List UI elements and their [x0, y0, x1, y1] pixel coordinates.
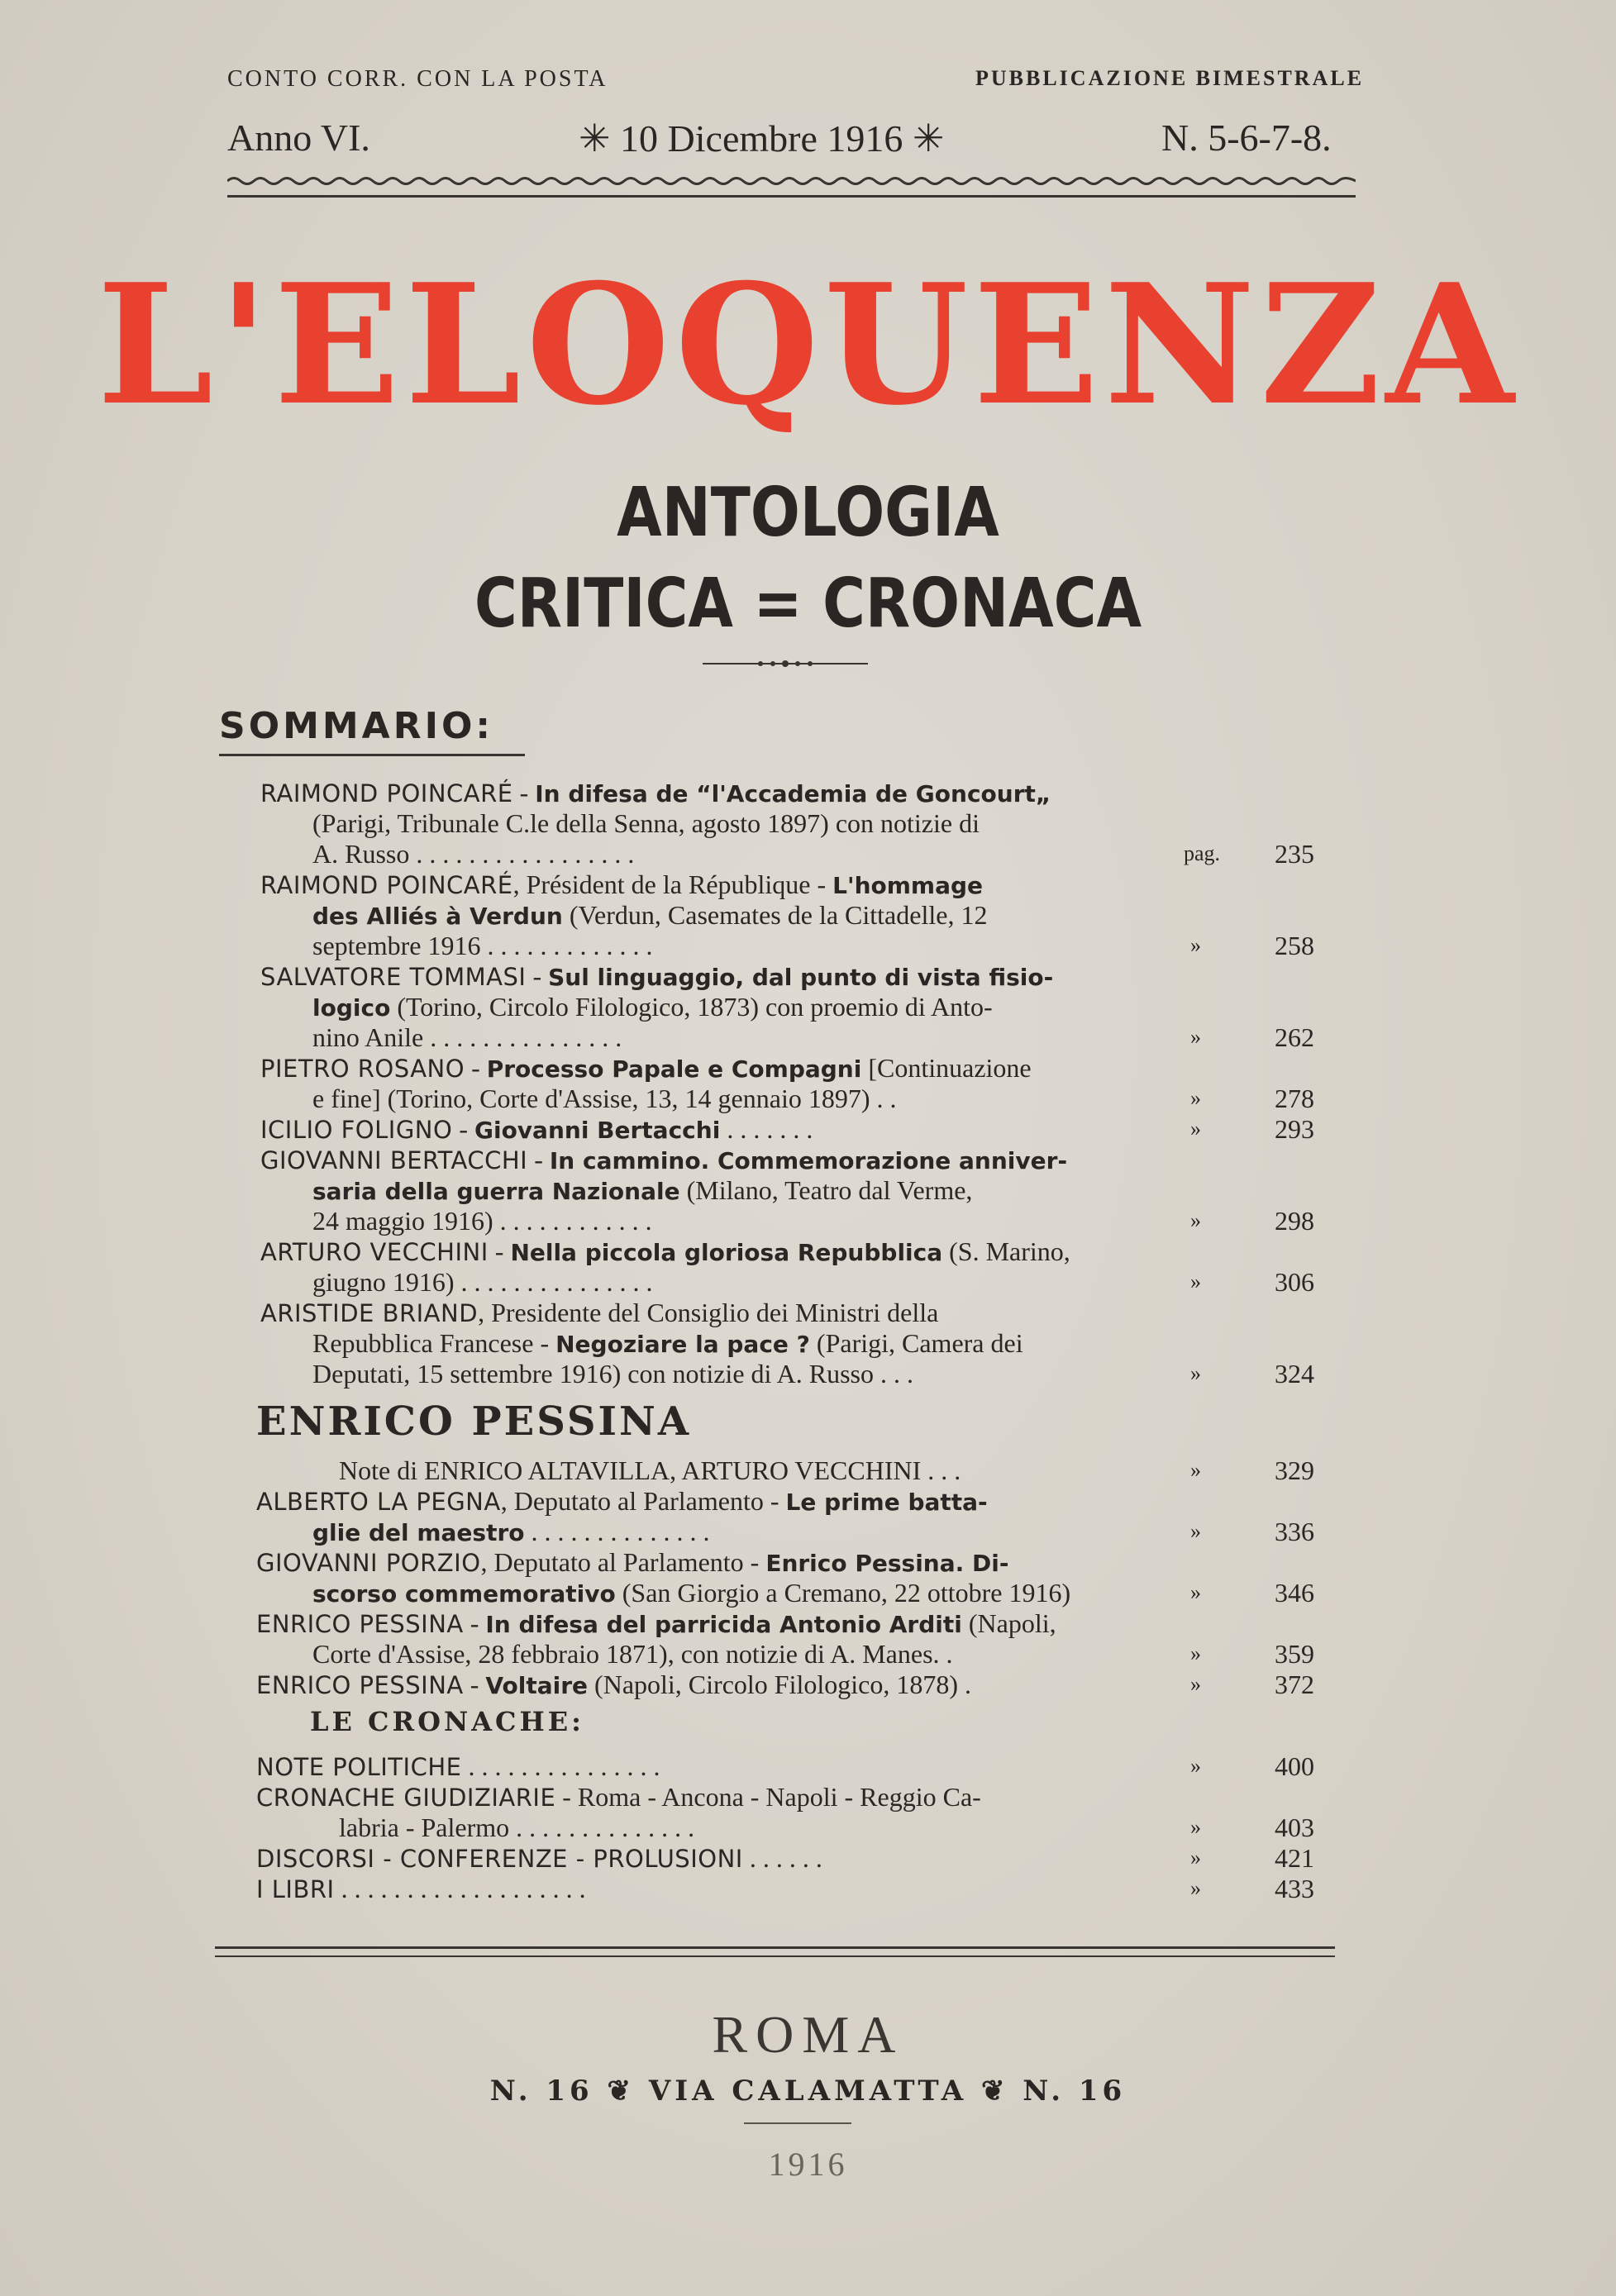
toc-text: - Roma - Ancona - Napoli - Reggio Ca-	[555, 1782, 981, 1812]
publisher-address: N. 16 ❦ VIA CALAMATTA ❦ N. 16	[489, 2074, 1127, 2108]
page-prefix: »	[1190, 1025, 1201, 1049]
toc-text: , Président de la République -	[512, 869, 833, 899]
toc-text: e fine] (Torino, Corte d'Assise, 13, 14 gennaio 1897) . .	[312, 1084, 897, 1113]
toc-line	[339, 1812, 694, 1843]
footer-rule-bottom	[215, 1955, 1335, 1957]
toc-line	[312, 1638, 953, 1670]
toc-line	[256, 1781, 981, 1813]
page-prefix: »	[1190, 1580, 1201, 1604]
toc-text: . . . . . . . . . . . . . . . . . . .	[334, 1874, 586, 1903]
subtitle-antologia: ANTOLOGIA	[617, 474, 999, 552]
subtitle-critica-cronaca: CRITICA = CRONACA	[474, 564, 1142, 643]
issue-number: N. 5-6-7-8.	[1161, 117, 1332, 159]
page-prefix: »	[1190, 1086, 1201, 1110]
toc-text: 24 maggio 1916) . . . . . . . . . . . .	[312, 1206, 652, 1236]
toc-line	[256, 1669, 971, 1702]
toc-line	[312, 1266, 653, 1298]
toc-work-title: Giovanni Bertacchi	[474, 1117, 721, 1144]
page-number: 403	[1275, 1813, 1314, 1842]
toc-text: Corte d'Assise, 28 febbraio 1871), con notizie di A. Manes. .	[312, 1639, 953, 1669]
page-prefix: »	[1190, 1458, 1201, 1482]
page-prefix: »	[1190, 1208, 1201, 1232]
toc-work-title: scorso commemorativo	[312, 1580, 616, 1608]
toc-line	[256, 1546, 1008, 1579]
toc-text: (Verdun, Casemates de la Cittadelle, 12	[562, 900, 988, 930]
toc-line	[260, 1113, 813, 1146]
page-prefix: »	[1190, 1754, 1201, 1778]
toc-line	[312, 1022, 622, 1053]
toc-author: NOTE POLITICHE	[256, 1753, 462, 1781]
toc-work-title: logico	[312, 994, 391, 1022]
page-number: 306	[1275, 1267, 1314, 1297]
page-number: 278	[1275, 1084, 1314, 1113]
toc-line	[312, 807, 980, 839]
page-number: 346	[1275, 1578, 1314, 1608]
page-prefix: »	[1190, 1117, 1201, 1141]
toc-line	[312, 899, 987, 932]
page-number: 359	[1275, 1639, 1314, 1669]
header-rule	[227, 195, 1356, 198]
ornamental-wavy-rule	[227, 175, 1356, 187]
page-prefix: »	[1190, 1876, 1201, 1900]
toc-text: , Deputato al Parlamento -	[500, 1486, 786, 1516]
page-number: 336	[1275, 1517, 1314, 1546]
toc-text: labria - Palermo . . . . . . . . . . . . . .	[339, 1813, 695, 1842]
toc-line	[312, 930, 653, 961]
year-label: Anno VI.	[227, 117, 370, 159]
page-number: 329	[1275, 1455, 1314, 1485]
toc-line	[260, 869, 983, 902]
toc-line	[260, 1052, 1032, 1085]
page-prefix: pag.	[1184, 841, 1221, 865]
toc-line	[256, 1485, 988, 1518]
toc-author: DISCORSI - CONFERENZE - PROLUSIONI	[256, 1845, 743, 1873]
toc-work-title: glie del maestro	[312, 1519, 525, 1546]
toc-text: -	[488, 1236, 511, 1266]
toc-work-title: L'hommage	[832, 872, 984, 899]
toc-text: -	[512, 778, 536, 807]
toc-work-title: Voltaire	[485, 1672, 589, 1699]
toc-text: Repubblica Francese -	[312, 1328, 556, 1358]
toc-line	[260, 1297, 938, 1329]
toc-work-title: Le prime batta-	[785, 1489, 988, 1516]
toc-text: (San Giorgio a Cremano, 22 ottobre 1916)	[615, 1578, 1071, 1608]
toc-line	[339, 1455, 961, 1486]
toc-line	[260, 1144, 1067, 1177]
toc-text: giugno 1916) . . . . . . . . . . . . . . .	[312, 1267, 653, 1297]
page-number: 298	[1275, 1206, 1314, 1236]
page-number: 400	[1275, 1751, 1314, 1781]
postal-note: CONTO CORR. CON LA POSTA	[227, 66, 608, 92]
toc-text: nino Anile . . . . . . . . . . . . . . .	[312, 1022, 622, 1052]
toc-text: (Napoli,	[961, 1608, 1056, 1638]
toc-work-title: Processo Papale e Compagni	[486, 1055, 862, 1083]
toc-author: SALVATORE TOMMASI	[260, 963, 527, 991]
toc-text: A. Russo . . . . . . . . . . . . . . . . .	[312, 839, 635, 869]
toc-text: -	[465, 1053, 487, 1083]
toc-line	[312, 838, 634, 869]
toc-author: CRONACHE GIUDIZIARIE	[256, 1784, 556, 1812]
section-heading-pessina: ENRICO PESSINA	[256, 1398, 692, 1445]
toc-author: GIOVANNI BERTACCHI	[260, 1146, 528, 1174]
page-number: 324	[1275, 1359, 1314, 1389]
publication-city: ROMA	[712, 2005, 904, 2064]
toc-line	[260, 960, 1053, 993]
page-number: 421	[1275, 1843, 1314, 1873]
toc-text: . . . . . .	[742, 1843, 822, 1873]
toc-text: . . . . . . .	[720, 1114, 813, 1144]
toc-text: Deputati, 15 settembre 1916) con notizie di A. Russo . . .	[312, 1359, 913, 1389]
toc-line	[312, 991, 993, 1024]
address-underline	[744, 2122, 851, 2124]
page-prefix: »	[1190, 1846, 1201, 1870]
issue-date: ✳ 10 Dicembre 1916 ✳	[579, 117, 945, 160]
toc-line	[260, 777, 1051, 810]
page-number: 372	[1275, 1670, 1314, 1699]
toc-author: I LIBRI	[256, 1875, 335, 1903]
toc-work-title: saria della guerra Nazionale	[312, 1178, 680, 1205]
toc-line	[256, 1873, 586, 1905]
page-prefix: »	[1190, 1641, 1201, 1665]
toc-text: , Deputato al Parlamento -	[480, 1547, 766, 1577]
page-prefix: »	[1190, 1815, 1201, 1839]
toc-text: -	[452, 1114, 474, 1144]
toc-text: (Milano, Teatro dal Verme,	[679, 1175, 973, 1205]
toc-work-title: Enrico Pessina. Di-	[765, 1550, 1009, 1577]
page-prefix: »	[1190, 1519, 1201, 1543]
page-number: 235	[1275, 839, 1314, 869]
toc-work-title: In cammino. Commemorazione anniver-	[549, 1147, 1068, 1174]
toc-work-title: Nella piccola gloriosa Repubblica	[510, 1239, 943, 1266]
toc-line	[312, 1174, 972, 1208]
toc-author: RAIMOND POINCARÉ	[260, 779, 513, 807]
toc-text: (Parigi, Camera dei	[809, 1328, 1023, 1358]
toc-work-title: Negoziare la pace ?	[555, 1331, 810, 1358]
publication-year: 1916	[768, 2146, 848, 2183]
toc-text: . . . . . . . . . . . . . .	[524, 1517, 710, 1546]
toc-line	[256, 1751, 660, 1783]
magazine-title: L'ELOQUENZA	[97, 248, 1519, 442]
toc-text: -	[463, 1608, 486, 1638]
page-prefix: »	[1190, 1672, 1201, 1696]
toc-author: ENRICO PESSINA	[256, 1671, 464, 1699]
toc-author: ARISTIDE BRIAND	[260, 1299, 479, 1327]
toc-line	[312, 1083, 897, 1114]
page-prefix: »	[1190, 1269, 1201, 1293]
toc-text: Note di ENRICO ALTAVILLA, ARTURO VECCHINI . . .	[339, 1455, 961, 1485]
sommario-heading: SOMMARIO:	[219, 705, 493, 747]
toc-text: -	[463, 1670, 486, 1699]
toc-author: ARTURO VECCHINI	[260, 1238, 489, 1266]
toc-text: -	[526, 961, 549, 991]
page-number: 262	[1275, 1022, 1314, 1052]
sommario-underline	[219, 754, 525, 756]
footer-rule-top	[215, 1946, 1335, 1949]
toc-line	[312, 1516, 710, 1549]
toc-author: ENRICO PESSINA	[256, 1610, 464, 1638]
section-heading-cronache: LE CRONACHE:	[310, 1706, 584, 1737]
title-ornament	[703, 657, 868, 670]
toc-author: ALBERTO LA PEGNA	[256, 1488, 501, 1516]
toc-work-title: des Alliés à Verdun	[312, 903, 563, 930]
toc-line	[256, 1608, 1056, 1641]
toc-text: , Presidente del Consiglio dei Ministri della	[478, 1298, 939, 1327]
periodicity-note: PUBBLICAZIONE BIMESTRALE	[975, 66, 1365, 90]
toc-line	[312, 1577, 1070, 1610]
toc-author: ICILIO FOLIGNO	[260, 1116, 453, 1144]
toc-text: (Parigi, Tribunale C.le della Senna, agosto 1897) con notizie di	[312, 808, 980, 838]
toc-text: (Torino, Circolo Filologico, 1873) con proemio di Anto-	[390, 992, 993, 1022]
toc-author: GIOVANNI PORZIO	[256, 1549, 481, 1577]
toc-line	[260, 1236, 1070, 1269]
toc-work-title: Sul linguaggio, dal punto di vista fisio-	[548, 964, 1054, 991]
toc-text: . . . . . . . . . . . . . . .	[461, 1751, 660, 1781]
toc-line	[312, 1358, 913, 1389]
page-number: 258	[1275, 931, 1314, 960]
toc-author: RAIMOND POINCARÉ	[260, 871, 513, 899]
page-number: 433	[1275, 1874, 1314, 1903]
toc-text: [Continuazione	[861, 1053, 1032, 1083]
toc-line	[312, 1327, 1023, 1360]
toc-line	[256, 1842, 822, 1874]
page-number: 293	[1275, 1114, 1314, 1144]
toc-text: -	[527, 1145, 550, 1174]
toc-text: (S. Marino,	[942, 1236, 1070, 1266]
toc-text: (Napoli, Circolo Filologico, 1878) .	[588, 1670, 971, 1699]
toc-author: PIETRO ROSANO	[260, 1055, 465, 1083]
page-prefix: »	[1190, 933, 1201, 957]
toc-work-title: In difesa del parricida Antonio Arditi	[485, 1611, 962, 1638]
toc-text: septembre 1916 . . . . . . . . . . . . .	[312, 931, 653, 960]
toc-work-title: In difesa de “l'Accademia de Goncourt„	[535, 780, 1051, 807]
page-prefix: »	[1190, 1361, 1201, 1385]
toc-line	[312, 1205, 652, 1236]
